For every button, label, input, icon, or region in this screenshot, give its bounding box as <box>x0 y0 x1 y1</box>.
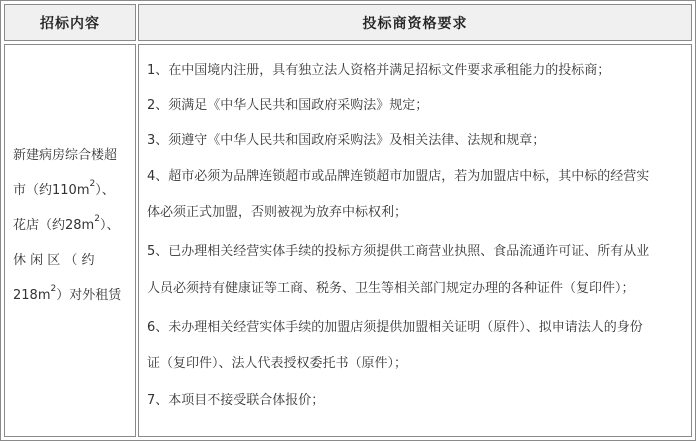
requirement-6-cont: 证（复印件）、法人代表授权委托书（原件）； <box>147 356 408 371</box>
qualification-cell <box>138 44 692 437</box>
tender-line: 新建病房综合楼超 <box>13 148 118 163</box>
header-tender-content <box>4 4 136 41</box>
superscript-2: 2 <box>89 179 96 189</box>
requirement-6: 6、未办理相关经营实体手续的加盟店须提供加盟相关证明（原件）、拟申请法人的身份 <box>147 320 643 335</box>
header-tender-content-label: 招标内容 <box>40 15 100 32</box>
tender-line: 休 闲 区 （ 约 <box>13 253 95 268</box>
tender-content-text <box>13 138 128 313</box>
requirement-7: 7、本项目不接受联合体报价； <box>147 393 325 408</box>
requirement-1: 1、在中国境内注册，具有独立法人资格并满足招标文件要求承租能力的投标商； <box>147 63 611 78</box>
tender-content-cell <box>4 44 136 437</box>
header-bidder-qualification <box>138 4 692 41</box>
tender-line: $218m^2$）对外租赁 <box>13 284 122 303</box>
requirement-5-cont: 人员必须持有健康证等工商、税务、卫生等相关部门规定办理的各种证件（复印件）； <box>147 281 635 296</box>
requirement-4: 4、超市必须为品牌连锁超市或品牌连锁超市加盟店，若为加盟店中标，其中标的经营实 <box>147 169 650 184</box>
requirement-4-cont: 体必须正式加盟，否则被视为放弃中标权利； <box>147 205 408 220</box>
superscript-2: 2 <box>50 284 57 294</box>
superscript-2: 2 <box>94 214 100 224</box>
requirement-3: 3、须遵守《中华人民共和国政府采购法》及相关法律、法规和规章； <box>147 133 546 148</box>
tender-line: 花店（约$28m^2$）、 <box>13 214 120 233</box>
table-grid <box>4 4 692 437</box>
requirement-2: 2、须满足《中华人民共和国政府采购法》规定； <box>147 98 429 113</box>
header-bidder-qualification-label: 投标商资格要求 <box>362 15 468 32</box>
tender-line: 市（约$110m^2$）、 <box>13 179 115 198</box>
requirement-5: 5、已办理相关经营实体手续的投标方须提供工商营业执照、食品流通许可证、所有从业 <box>147 244 650 259</box>
